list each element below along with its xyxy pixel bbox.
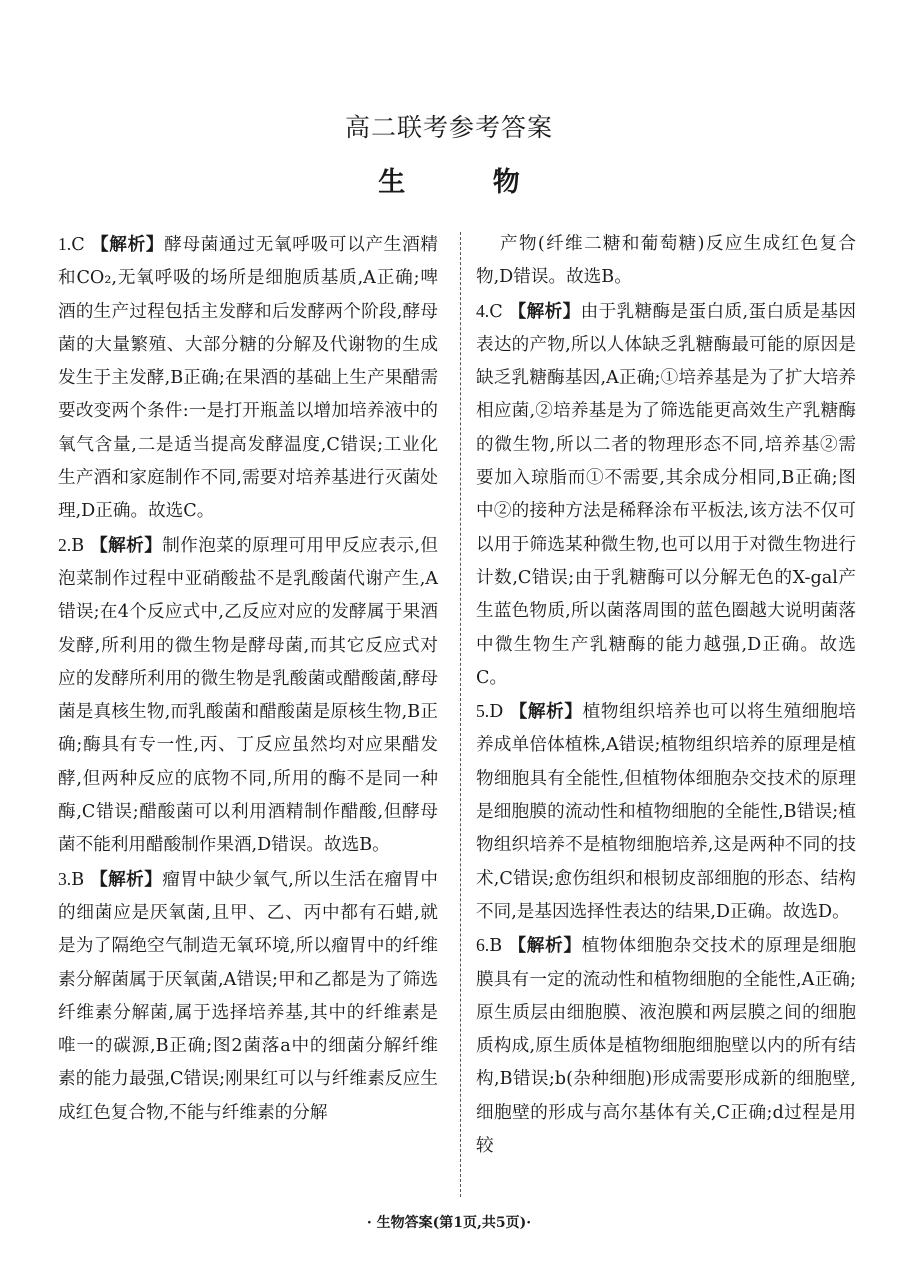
- page-footer: · 生物答案(第1页,共5页)·: [366, 1215, 532, 1231]
- item-answer: B: [71, 869, 85, 890]
- analysis-text: 植物体细胞杂交技术的原理是细胞膜具有一定的流动性和植物细胞的全能性,A正确;原生质层由细胞膜、液泡膜和两层膜之间的细胞质构成,原生质体是植物细胞细胞壁以内的所有结构,B错误;b(杂种细胞)形成需要形成新的细胞壁,细胞壁的形成与高尔基体有关,C正确;d过程是用较: [476, 936, 856, 1157]
- answer-item-6: [476, 929, 856, 1163]
- analysis-text: 制作泡菜的原理可用甲反应表示,但泡菜制作过程中亚硝酸盐不是乳酸菌代谢产生,A错误;在4个反应式中,乙反应对应的发酵属于果酒发酵,所利用的微生物是酵母菌,而其它反应式对应的发酵所利用的微生物是乳酸菌或醋酸菌,酵母菌是真核生物,而乳酸菌和醋酸菌是原核生物,B正确;酶具有专一性,丙、丁反应虽然均对应果醋发酵,但两种反应的底物不同,所用的酶不是同一种酶,C错误;醋酸菌可以利用酒精制作醋酸,但酵母菌不能利用醋酸制作果酒,D错误。故选B。: [58, 535, 438, 856]
- item-number: 1.: [58, 234, 72, 254]
- column-divider: [460, 232, 461, 1197]
- item-number: 6.: [476, 935, 490, 956]
- analysis-tag: 【解析】: [90, 868, 163, 890]
- answer-item-3: [58, 863, 438, 1130]
- page-title: 高二联考参考答案: [344, 113, 553, 142]
- item-number: 2.: [58, 534, 72, 555]
- item-answer: B: [489, 936, 503, 957]
- item-answer: C: [489, 301, 503, 322]
- answer-item-4: [476, 295, 856, 696]
- analysis-text: 由于乳糖酶是蛋白质,蛋白质是基因表达的产物,所以人体缺乏乳糖酶最可能的原因是缺乏乳糖酶基因,A正确;①培养基是为了扩大培养相应菌,②培养基是为了筛选能更高效生产乳糖酶的微生物,所以二者的物理形态不同,培养基②需要加入琼脂而①不需要,其余成分相同,B正确;图中②的接种方法是稀释涂布平板法,该方法不仅可以用于筛选某种微生物,也可以用于对微生物进行计数,C错误;由于乳糖酶可以分解无色的X-gal产生蓝色物质,所以菌落周围的蓝色圈越大说明菌落中微生物生产乳糖酶的能力越强,D正确。故选C。: [476, 301, 856, 688]
- subject-heading: 生 物: [378, 167, 546, 198]
- item-number: 5.: [476, 701, 490, 722]
- analysis-tag: 【解析】: [508, 935, 582, 957]
- answer-item-2: [58, 529, 438, 863]
- analysis-tag: 【解析】: [509, 701, 583, 723]
- answer-item-1: [58, 228, 438, 529]
- item-answer: B: [71, 535, 85, 556]
- continuation-text: 产物(纤维二糖和葡萄糖)反应生成红色复合物,D错误。故选B。: [476, 234, 856, 288]
- left-column: [58, 228, 438, 1130]
- item-answer: D: [489, 702, 504, 723]
- analysis-tag: 【解析】: [508, 300, 581, 322]
- analysis-text: 酵母菌通过无氧呼吸可以产生酒精和CO₂,无氧呼吸的场所是细胞质基质,A正确;啤酒的生产过程包括主发酵和后发酵两个阶段,酵母菌的大量繁殖、大部分糖的分解及代谢物的生成发生于主发酵,B正确;在果酒的基础上生产果醋需要改变两个条件:一是打开瓶盖以增加培养液中的氧气含量,二是适当提高发酵温度,C错误;工业化生产酒和家庭制作不同,需要对培养基进行灭菌处理,D正确。故选C。: [58, 235, 438, 522]
- item-number: 3.: [58, 868, 72, 889]
- right-column: [476, 228, 856, 1163]
- analysis-tag: 【解析】: [90, 534, 163, 556]
- analysis-text: 植物组织培养也可以将生殖细胞培养成单倍体植株,A错误;植物组织培养的原理是植物细胞具有全能性,但植物体细胞杂交技术的原理是细胞膜的流动性和植物细胞的全能性,B错误;植物组织培养不是植物细胞培养,这是两种不同的技术,C错误;愈伤组织和根韧皮部细胞的形态、结构不同,是基因选择性表达的结果,D正确。故选D。: [476, 702, 856, 922]
- item-answer: C: [71, 235, 85, 255]
- analysis-tag: 【解析】: [90, 234, 165, 255]
- answer-item-5: [476, 695, 856, 929]
- item-number: 4.: [476, 300, 490, 321]
- analysis-text: 瘤胃中缺少氧气,所以生活在瘤胃中的细菌应是厌氧菌,且甲、乙、丙中都有石蜡,就是为了隔绝空气制造无氧环境,所以瘤胃中的纤维素分解菌属于厌氧菌,A错误;甲和乙都是为了筛选纤维素分解菌,属于选择培养基,其中的纤维素是唯一的碳源,B正确;图2菌落a中的细菌分解纤维素的能力最强,C错误;刚果红可以与纤维素反应生成红色复合物,不能与纤维素的分解: [58, 869, 438, 1123]
